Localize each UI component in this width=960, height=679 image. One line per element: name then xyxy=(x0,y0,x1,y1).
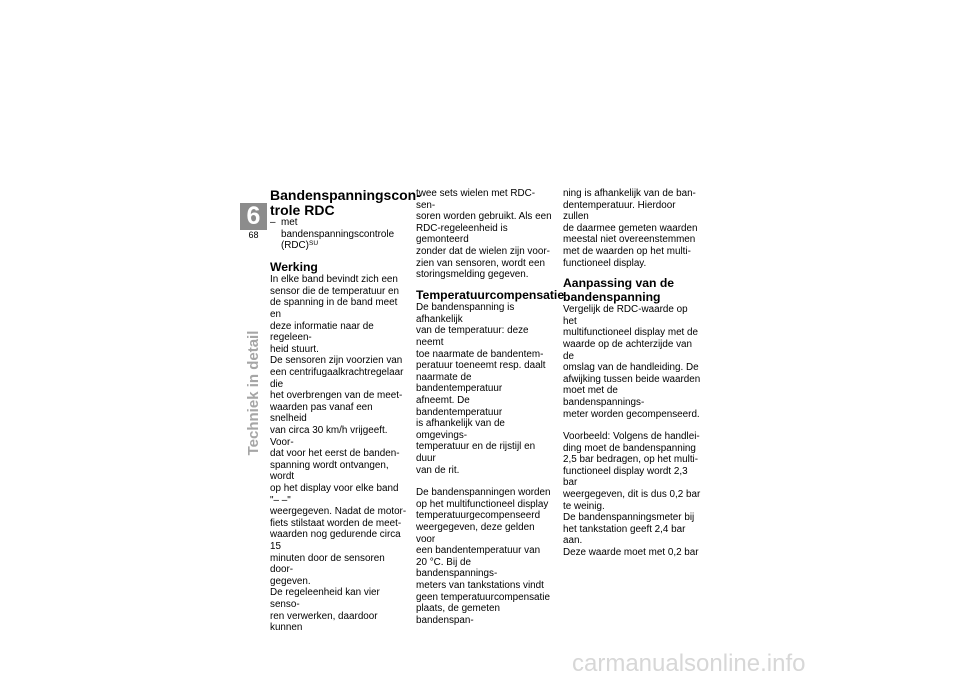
text-column-2 xyxy=(416,188,565,626)
subheading-aanpassing: Aanpassing van de bandenspanning xyxy=(563,276,675,304)
paragraph-voorbeeld: Voorbeeld: Volgens de handlei- ding moet de bandenspanning 2,5 bar bedragen, op het multi- functioneel display wordt 2,3 bar weergegeven, dit is dus 0,2 bar te weinig. De bandenspanningsmeter bij het tankstation geeft 2,4 bar aan. Deze waarde moet met 0,2 bar xyxy=(563,431,701,559)
watermark: carmanualsonline.info xyxy=(572,650,806,677)
dash-bullet: – xyxy=(270,217,276,228)
subheading-werking: Werking xyxy=(270,259,318,274)
page-number: 68 xyxy=(248,230,259,240)
text-column-1 xyxy=(270,187,421,634)
chapter-title: Techniek in detail xyxy=(244,330,262,456)
paragraph-temperatuur-2: De bandenspanningen worden op het multifunctioneel display temperatuurgecompenseerd weergegeven, deze gelden voor een bandentemperatuur van 20 °C. Bij de bandenspannings- meters van tankstations vindt geen temperatuurcompensatie plaats, de gemeten bandenspan- xyxy=(416,487,551,626)
paragraph-continuation: ning is afhankelijk van de ban- dentemperatuur. Hierdoor zullen de daarmee gemeten waarden meestal niet overeenstemmen met de waarden op het multi- functioneel display. xyxy=(563,188,698,269)
equipment-code: SU xyxy=(308,240,319,248)
text-column-3 xyxy=(563,188,701,559)
list-item xyxy=(270,217,408,252)
subheading-temperatuurcompensatie: Temperatuurcompensatie xyxy=(416,287,565,302)
paragraph-continuation: twee sets wielen met RDC-sen- soren worden gebruikt. Als een RDC-regeleenheid is gemonteerd zonder dat de wielen zijn voor- zien van sensoren, wordt een storingsmelding gegeven. xyxy=(416,188,552,281)
chapter-number: 6 xyxy=(240,203,267,230)
paragraph-werking: In elke band bevindt zich een sensor die de temperatuur en de spanning in de band meet en deze informatie naar de regeleen- heid stuurt. De sensoren zijn voorzien van een centrifugaalkrachtregelaar die het overbrengen van de meet- waarden pas vanaf een snelheid van circa 30 km/h vrijgeeft. Voor- dat voor het eerst de banden- spanning wordt ontvangen, wordt op het display voor elke band "– –" weergegeven. Nadat de motor- fiets stilstaat worden de meet- waarden nog gedurende circa 15 minuten door de sensoren door- gegeven. De regeleenheid kan vier senso- ren verwerken, daardoor kunnen xyxy=(270,274,407,634)
list-item-text xyxy=(281,217,408,252)
list-item-label: met bandenspanningscontrole (RDC) xyxy=(281,217,395,252)
paragraph-temperatuur: De bandenspanning is afhankelijk van de temperatuur: deze neemt toe naarmate de bandentem- peratuur toeneemt resp. daalt naarmate de bandentemperatuur afneemt. De bandentemperatuur is afhankelijk van de omgevings- temperatuur en de rijstijl en duur van de rit. xyxy=(416,302,546,476)
paragraph-aanpassing: Vergelijk de RDC-waarde op het multifunctioneel display met de waarde op de achterzijde van de omslag van de handleiding. De afwijking tussen beide waarden moet met de bandenspannings- meter worden gecompenseerd. xyxy=(563,304,701,420)
section-heading-rdc: Bandenspanningscon- trole RDC xyxy=(270,187,421,218)
